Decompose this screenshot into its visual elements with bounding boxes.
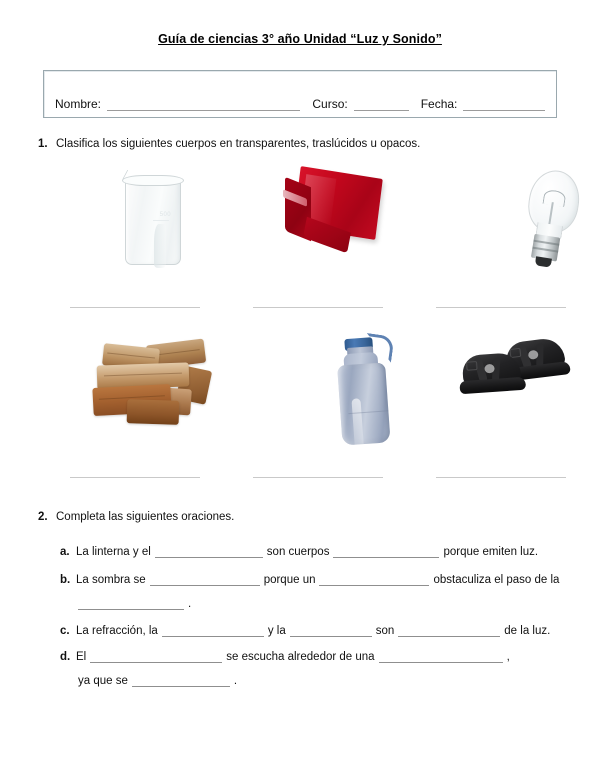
title-container (0, 0, 600, 48)
sandal-buckle (466, 361, 478, 371)
nombre-input[interactable] (107, 98, 300, 111)
question-2 (38, 511, 234, 523)
sentence-c-blank-3[interactable] (398, 625, 500, 637)
sentence-a (60, 546, 538, 558)
fecha-input[interactable] (463, 98, 545, 111)
sentence-d (60, 651, 510, 663)
bottle-highlight (351, 398, 364, 454)
sentence-d-continuation (78, 675, 237, 687)
nombre-label: Nombre: (55, 97, 102, 111)
question-2-number: 2. (38, 511, 48, 523)
bulb-contact-tip (535, 256, 552, 267)
object-image-row-2 (0, 338, 600, 468)
answer-line-light-bulb[interactable] (436, 307, 566, 308)
sentence-d-period: . (233, 675, 238, 687)
sentence-b-continuation (78, 598, 191, 610)
sentence-c-segment-4: de la luz. (504, 625, 551, 637)
object-cell-sandals (438, 338, 598, 468)
sentence-c-blank-2[interactable] (290, 625, 372, 637)
answer-line-row-2 (0, 477, 600, 478)
sentence-c-letter: c. (60, 625, 70, 637)
sentence-b-blank-2[interactable] (319, 574, 429, 586)
sentence-d-segment-3: , (506, 651, 510, 663)
sentence-b-letter: b. (60, 574, 71, 586)
student-identification-box (43, 70, 557, 118)
log-grain (108, 352, 155, 358)
sentence-b-blank-3[interactable] (78, 598, 184, 610)
sentence-d-continuation-prefix: ya que se (78, 675, 128, 687)
beaker-body (125, 178, 181, 265)
answer-line-sandals[interactable] (436, 477, 566, 478)
object-cell-firewood (72, 338, 232, 468)
sandal-left (458, 352, 527, 399)
identification-fields-row (55, 97, 548, 111)
bottle-body (337, 362, 390, 445)
answer-line-red-sheet[interactable] (253, 307, 383, 308)
sentence-a-segment-3: porque emiten luz. (443, 546, 539, 558)
light-bulb-image (510, 164, 589, 277)
sentence-c-segment-2: y la (267, 625, 286, 637)
question-1 (38, 138, 420, 150)
object-cell-beaker (72, 168, 232, 298)
sentence-d-letter: d. (60, 651, 71, 663)
black-sandals-image (459, 338, 577, 400)
question-1-number: 1. (38, 138, 48, 150)
sentence-b (60, 574, 559, 586)
sentence-b-period: . (188, 598, 192, 610)
sentence-c-segment-3: son (375, 625, 395, 637)
red-cellophane-sheet-image (281, 168, 389, 254)
sentence-a-blank-2[interactable] (333, 546, 439, 558)
answer-line-water-bottle[interactable] (253, 477, 383, 478)
firewood-logs-image (87, 338, 217, 430)
sentence-c-segment-1: La refracción, la (76, 625, 158, 637)
beaker-rim (122, 175, 184, 186)
sentence-b-segment-2: porque un (263, 574, 316, 586)
sentence-b-segment-1: La sombra se (76, 574, 146, 586)
beaker-reflection (154, 224, 166, 268)
answer-line-firewood[interactable] (70, 477, 200, 478)
object-cell-water-bottle (255, 338, 415, 468)
sentence-d-blank-3[interactable] (132, 675, 230, 687)
log-bottom-front (127, 399, 180, 425)
sentence-a-letter: a. (60, 546, 70, 558)
log-grain (104, 372, 181, 376)
sentence-d-blank-2[interactable] (379, 651, 503, 663)
object-cell-light-bulb (438, 168, 598, 298)
page-title: Guía de ciencias 3° año Unidad “Luz y Sonido” (158, 32, 442, 46)
sentence-c (60, 625, 550, 637)
answer-line-row-1 (0, 307, 600, 308)
curso-input[interactable] (354, 98, 409, 111)
sentence-d-blank-1[interactable] (90, 651, 222, 663)
sentence-d-segment-2: se escucha alrededor de una (226, 651, 375, 663)
beaker-graduation-label: 500 (159, 212, 171, 218)
object-cell-red-sheet (255, 168, 415, 298)
question-1-text: Clasifica los siguientes cuerpos en transparentes, traslúcidos u opacos. (56, 138, 421, 150)
sentence-a-segment-2: son cuerpos (266, 546, 330, 558)
curso-label: Curso: (312, 97, 348, 111)
answer-line-beaker[interactable] (70, 307, 200, 308)
sentence-d-segment-1: El (76, 651, 87, 663)
beaker-graduation-line (153, 220, 169, 221)
sentence-c-blank-1[interactable] (162, 625, 264, 637)
fecha-label: Fecha: (420, 97, 458, 111)
sentence-a-segment-1: La linterna y el (76, 546, 151, 558)
sentence-a-blank-1[interactable] (155, 546, 263, 558)
water-bottle-image (331, 336, 394, 448)
question-2-text: Completa las siguientes oraciones. (56, 511, 235, 523)
sentence-b-segment-3: obstaculiza el paso de la (433, 574, 560, 586)
beaker-image (121, 168, 183, 266)
sentence-b-blank-1[interactable] (150, 574, 260, 586)
object-image-row-1 (0, 168, 600, 298)
